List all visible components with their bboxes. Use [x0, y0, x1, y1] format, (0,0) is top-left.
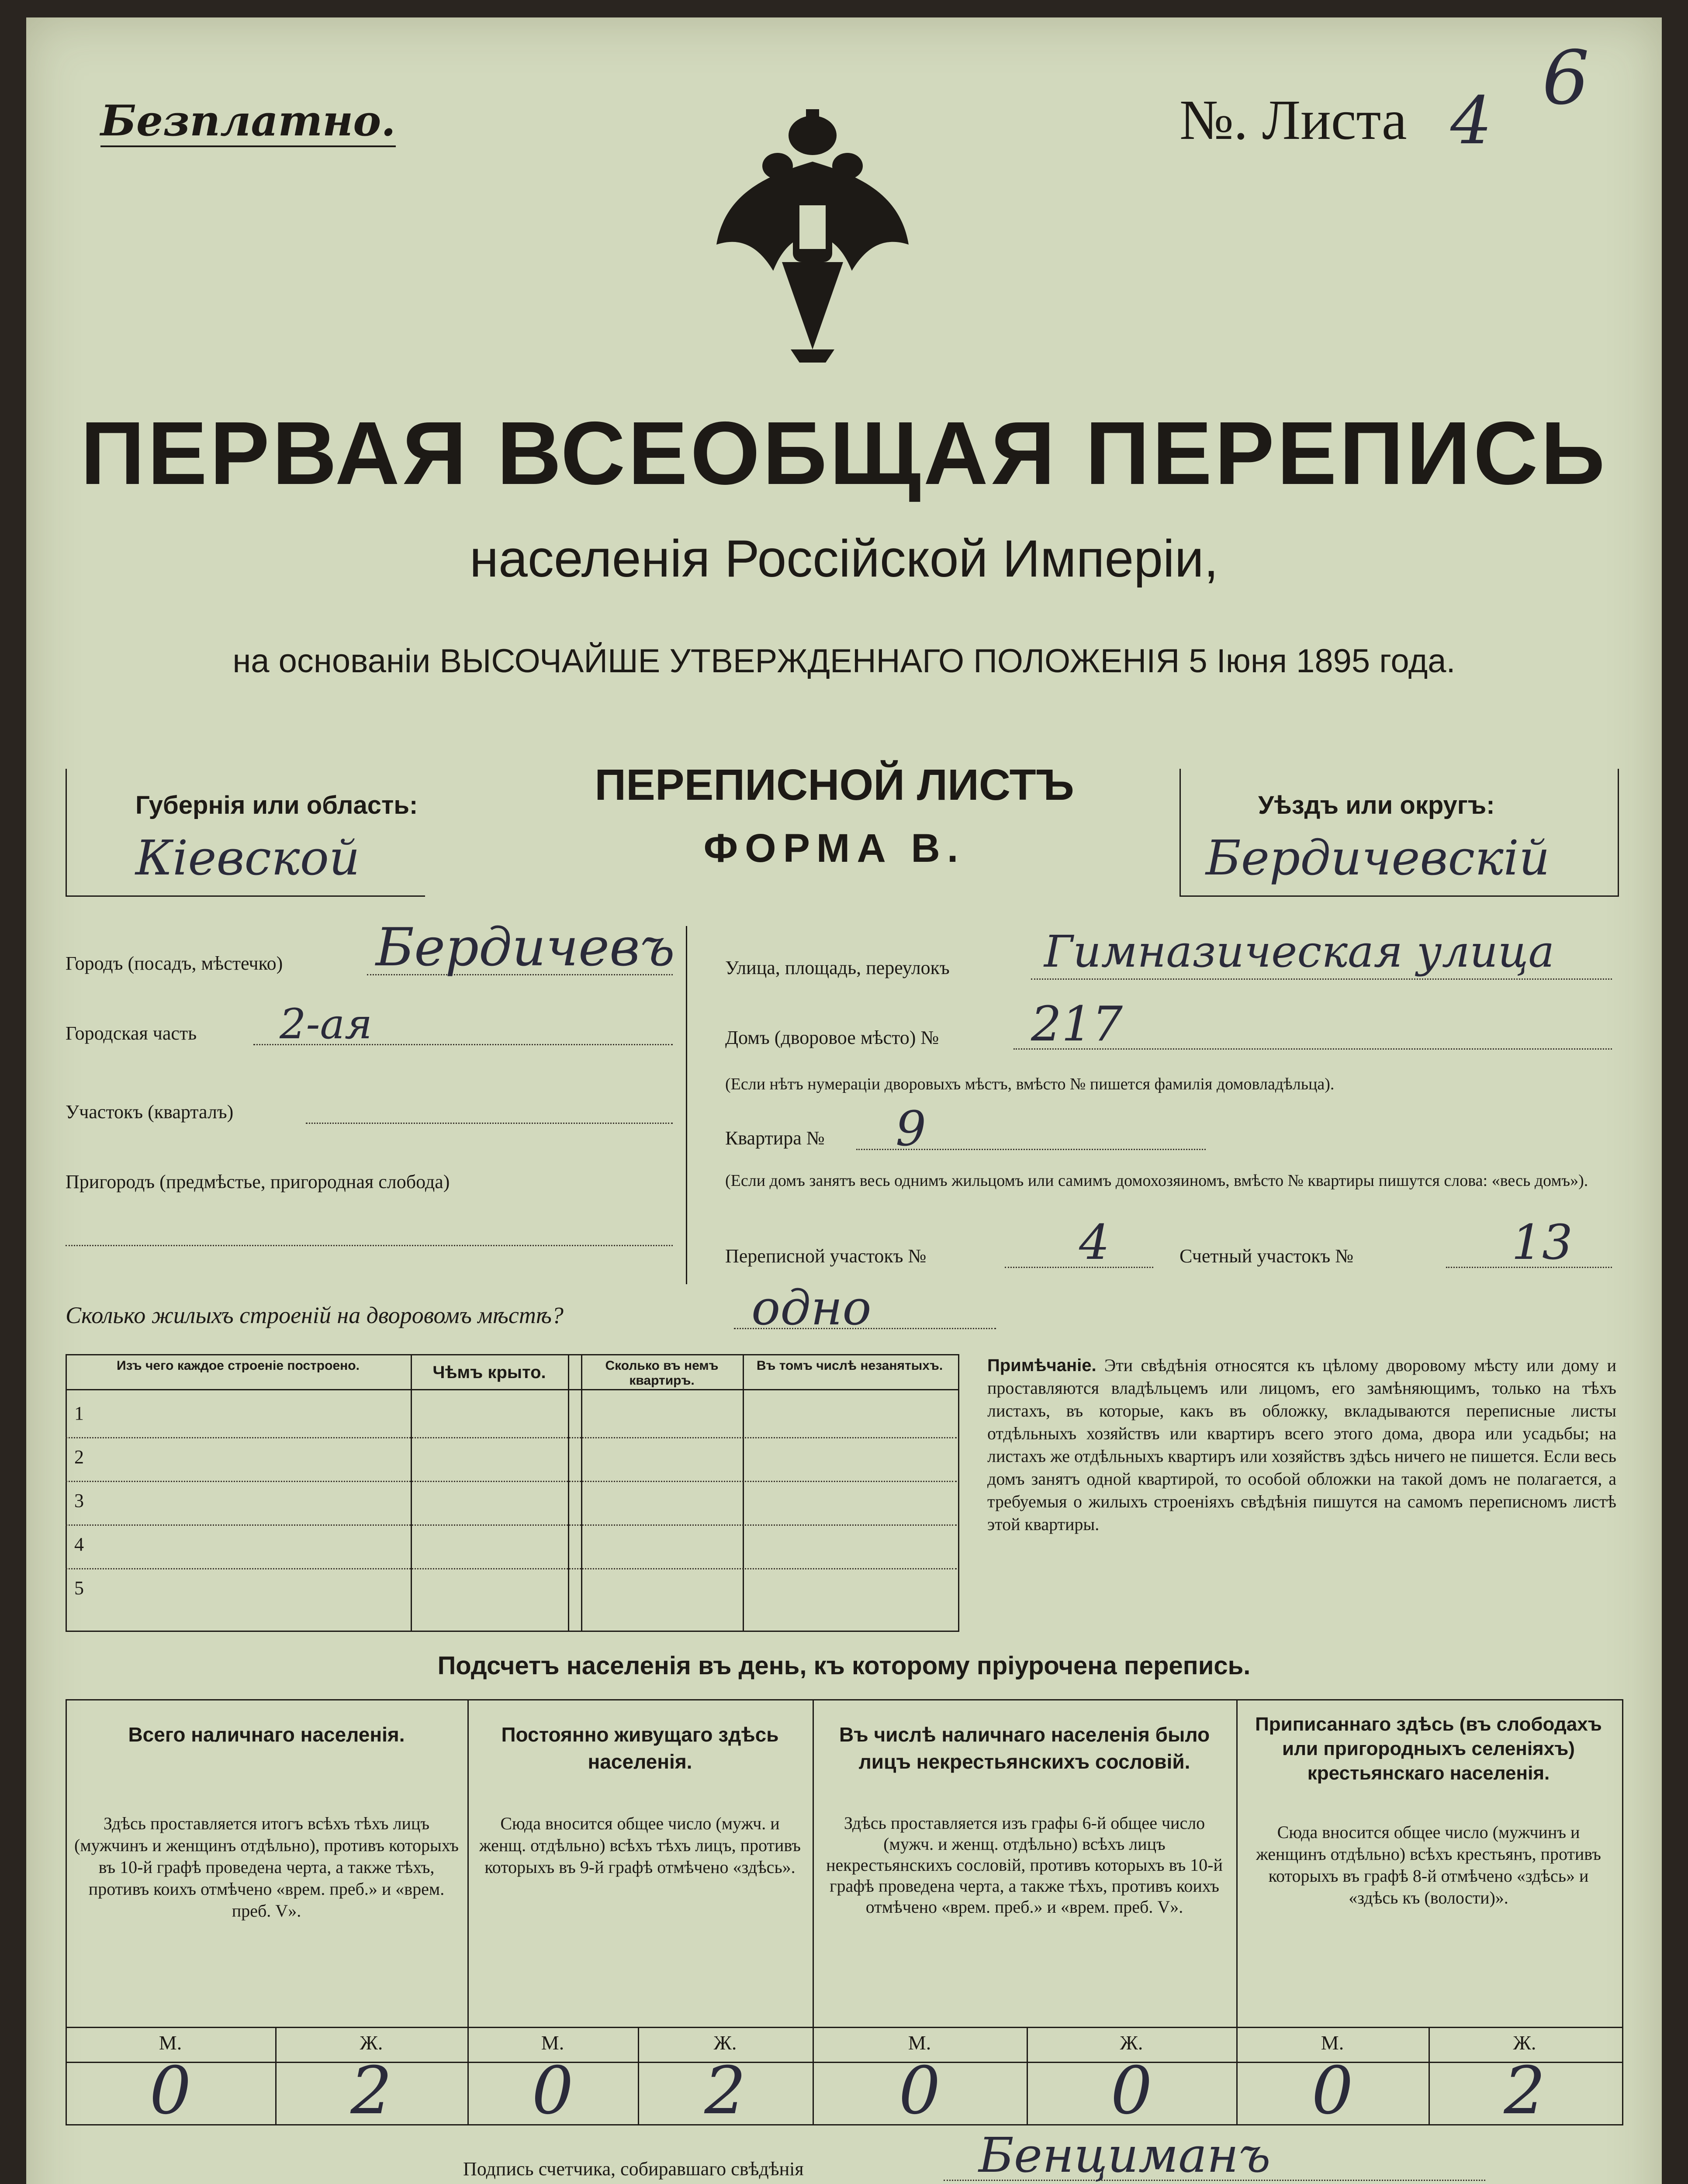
- buildings-row-2: 2: [74, 1446, 84, 1468]
- flat-note: (Если домъ занятъ весь однимъ жильцомъ или самимъ домохозяиномъ, вмѣсто № квартиры пишутся слова: «весь домъ»).: [725, 1171, 1588, 1190]
- address-divider: [686, 926, 687, 1284]
- buildings-table: [66, 1354, 959, 1632]
- buildings-question: Сколько жилыхъ строеній на дворовомъ мѣстѣ?: [66, 1302, 564, 1328]
- buildings-col-material: Изъ чего каждое строеніе построено.: [117, 1358, 360, 1373]
- tally-col-2-desc: Сюда вносится общее число (мужч. и женщ. отдѣльно) всѣхъ тѣхъ лицъ, противъ которыхъ въ 9-й графѣ отмѣчено «здѣсь».: [479, 1814, 801, 1877]
- buildings-col-flats: Сколько въ немъ квартиръ.: [605, 1358, 719, 1388]
- tally-div-3: [1236, 1699, 1238, 2124]
- census-sheet: [26, 17, 1662, 2184]
- tally-mf-div-1: [275, 2027, 277, 2124]
- sheet-number-value: 4: [1450, 83, 1492, 159]
- district-label: Участокъ (кварталъ): [66, 1101, 234, 1123]
- census-district-label: Переписной участокъ №: [725, 1245, 927, 1267]
- city-part-value: 2-ая: [280, 1000, 373, 1048]
- tally-div-2: [813, 1699, 814, 2124]
- tally-mf-div-4: [1429, 2027, 1430, 2124]
- house-value: 217: [1031, 996, 1123, 1052]
- form-title: ПЕРЕПИСНОЙ ЛИСТЪ: [595, 760, 1074, 809]
- tally-mf-div-2: [638, 2027, 639, 2124]
- free-label: Безплатно.: [100, 96, 396, 147]
- signature-value: Бенциманъ: [979, 2127, 1271, 2183]
- tally-col-2-f-label: Ж.: [713, 2032, 737, 2054]
- tally-col-3-f-value: 0: [1110, 2053, 1152, 2129]
- suburb-label: Пригородъ (предмѣстье, пригородная слобода): [66, 1171, 450, 1192]
- tally-col-1-m-label: М.: [159, 2032, 182, 2054]
- buildings-row-1: 1: [74, 1403, 84, 1424]
- sheet-number-label: №. Листа: [1180, 89, 1407, 152]
- tally-col-4-f-label: Ж.: [1513, 2032, 1536, 2054]
- double-headed-eagle-emblem: [708, 105, 917, 367]
- flat-value: 9: [896, 1101, 926, 1157]
- census-district-value: 4: [1079, 1214, 1110, 1270]
- legal-basis: на основаніи ВЫСОЧАЙШЕ УТВЕРЖДЕННАГО ПОЛОЖЕНІЯ 5 Іюня 1895 года.: [232, 643, 1456, 680]
- note-body: Эти свѣдѣнія относятся къ цѣлому дворовому мѣсту или дому и проставляются владѣльцемъ или лицомъ, его замѣняющимъ, только на тѣхъ листахъ, въ которые, какъ въ обложку, вкладываются переписные листы отдѣльныхъ хозяйствъ или квартиръ всего этого дома, двора или усадьбы; на листахъ же отдѣльныхъ квартиръ или хозяйствъ здѣсь ничего не пишется. Если весь домъ занятъ одной квартирой, то особой обложки на такой домъ не полагается, а требуемыя о жилыхъ строеніяхъ свѣдѣнія пишутся на самомъ переписномъ листѣ этой квартиры.: [987, 1355, 1616, 1534]
- flat-label: Квартира №: [725, 1127, 825, 1149]
- count-district-label: Счетный участокъ №: [1180, 1245, 1354, 1267]
- house-label: Домъ (дворовое мѣсто) №: [725, 1027, 939, 1048]
- uezd-value: Бердичевскій: [1206, 830, 1550, 886]
- corner-number: 6: [1542, 35, 1590, 121]
- uezd-label: Уѣздъ или округъ:: [1258, 791, 1495, 819]
- tally-col-1-f-value: 2: [350, 2053, 392, 2129]
- tally-col-2-f-value: 2: [704, 2053, 746, 2129]
- buildings-answer: одно: [751, 1280, 872, 1336]
- city-value: Бердичевъ: [376, 917, 675, 978]
- buildings-row-5: 5: [74, 1577, 84, 1599]
- buildings-header-rule: [66, 1389, 958, 1390]
- buildings-col-div-2b: [581, 1354, 582, 1631]
- buildings-col-div-3: [743, 1354, 744, 1631]
- tally-title: Подсчетъ населенія въ день, къ которому пріурочена перепись.: [437, 1652, 1251, 1680]
- signature-label: Подпись счетчика, собиравшаго свѣдѣнія: [463, 2158, 804, 2180]
- tally-col-4-m-label: М.: [1321, 2032, 1344, 2054]
- house-note: (Если нѣтъ нумераціи дворовыхъ мѣстъ, вмѣсто № пишется фамилія домовладѣльца).: [725, 1075, 1335, 1093]
- street-line: [1031, 978, 1612, 980]
- buildings-row-line-1: [66, 1437, 957, 1438]
- guberniya-label: Губернія или область:: [135, 791, 418, 819]
- buildings-row-line-3: [66, 1524, 957, 1526]
- tally-col-4-m-value: 0: [1311, 2053, 1353, 2129]
- tally-col-3-m-label: М.: [908, 2032, 931, 2054]
- tally-col-1-f-label: Ж.: [360, 2032, 383, 2054]
- buildings-col-div-2: [568, 1354, 569, 1631]
- tally-div-1: [467, 1699, 469, 2124]
- buildings-row-line-4: [66, 1568, 957, 1569]
- tally-col-4-f-value: 2: [1504, 2053, 1546, 2129]
- street-value: Гимназическая улица: [1044, 926, 1555, 977]
- district-line: [306, 1123, 673, 1124]
- buildings-row-3: 3: [74, 1490, 84, 1511]
- buildings-col-vacant: Въ томъ числѣ незанятыхъ.: [756, 1358, 943, 1373]
- tally-col-3-f-label: Ж.: [1120, 2032, 1143, 2054]
- tally-col-2-head: Постоянно живущаго здѣсь населенія.: [501, 1723, 779, 1773]
- guberniya-value: Кіевской: [135, 830, 360, 886]
- buildings-col-roof: Чѣмъ крыто.: [432, 1363, 546, 1382]
- tally-col-3-head: Въ числѣ наличнаго населенія было лицъ некрестьянскихъ сословій.: [839, 1723, 1210, 1773]
- buildings-col-div-1: [411, 1354, 412, 1631]
- tally-col-4-head: Приписаннаго здѣсь (въ слободахъ или пригородныхъ селеніяхъ) крестьянскаго населенія.: [1255, 1714, 1602, 1784]
- buildings-row-line-2: [66, 1481, 957, 1482]
- main-title: ПЕРВАЯ ВСЕОБЩАЯ ПЕРЕПИСЬ: [80, 403, 1608, 503]
- tally-mf-div-3: [1027, 2027, 1028, 2124]
- sub-title: населенія Россійской Имперіи,: [469, 529, 1219, 588]
- note-text: [987, 1354, 1616, 1536]
- city-part-label: Городская часть: [66, 1023, 197, 1044]
- tally-col-3-desc: Здѣсь проставляется изъ графы 6-й общее число (мужч. и женщ. отдѣльно) всѣхъ лицъ некрестьянскихъ сословій, противъ которыхъ въ 10-й графѣ проведена черта, а также тѣхъ, противъ коихъ отмѣчено «врем. преб.» и «врем. преб. V».: [826, 1813, 1223, 1917]
- street-label: Улица, площадь, переулокъ: [725, 957, 950, 978]
- note-heading: Примѣчаніе.: [987, 1356, 1097, 1375]
- tally-mf-rule: [66, 2027, 1622, 2028]
- buildings-row-4: 4: [74, 1534, 84, 1555]
- tally-col-1-desc: Здѣсь проставляется итогъ всѣхъ тѣхъ лицъ (мужчинъ и женщинъ отдѣльно), противъ которыхъ въ 10-й графѣ проведена черта, а также тѣхъ, противъ коихъ отмѣчено «врем. преб.» и «врем. преб. V».: [74, 1814, 459, 1921]
- city-label: Городъ (посадъ, мѣстечко): [66, 953, 283, 974]
- count-district-value: 13: [1512, 1214, 1573, 1270]
- suburb-line: [66, 1245, 673, 1246]
- form-label: ФОРМА В.: [703, 826, 965, 871]
- tally-col-2-m-label: М.: [541, 2032, 564, 2054]
- tally-col-2-m-value: 0: [532, 2053, 574, 2129]
- tally-col-1-head: Всего наличнаго населенія.: [128, 1723, 405, 1746]
- tally-col-4-desc: Сюда вносится общее число (мужчинъ и женщинъ отдѣльно) всѣхъ крестьянъ, противъ которыхъ въ графѣ 8-й отмѣчено «здѣсь» и «здѣсь къ (волости)».: [1256, 1822, 1601, 1908]
- tally-col-3-m-value: 0: [899, 2053, 941, 2129]
- tally-col-1-m-value: 0: [149, 2053, 191, 2129]
